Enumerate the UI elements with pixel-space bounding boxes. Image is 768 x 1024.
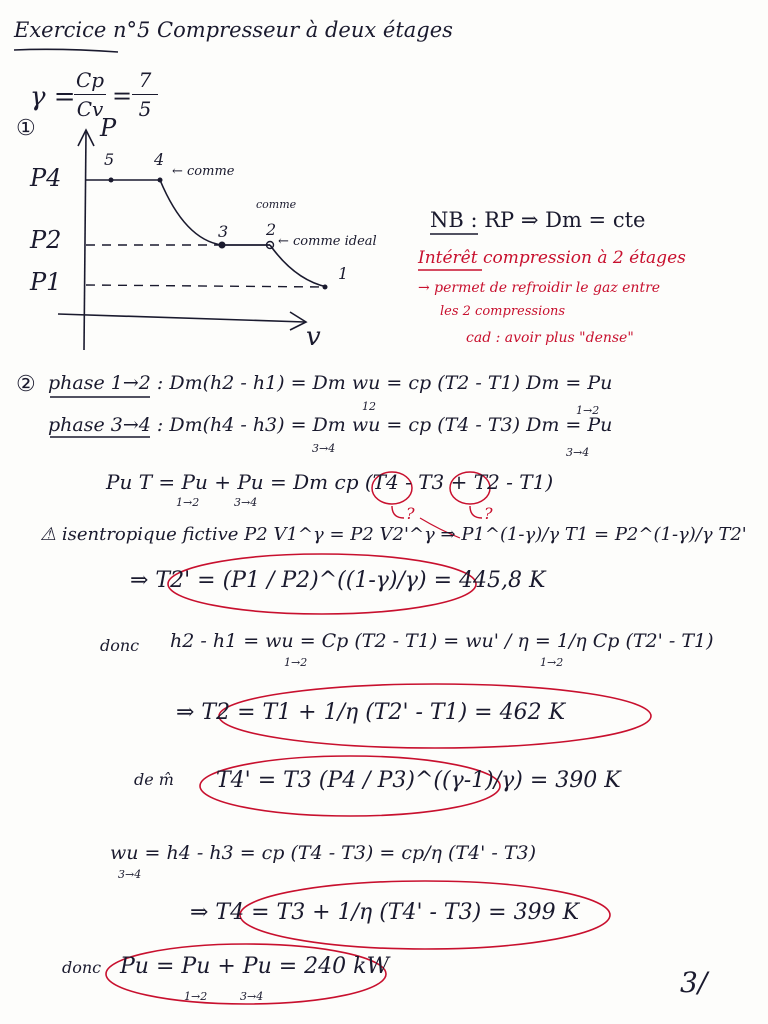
p-axis-label: P: [100, 114, 117, 142]
curve-4-3: [160, 180, 222, 245]
wu34-sub: 3→4: [118, 868, 142, 881]
p1-label: P1: [30, 268, 62, 296]
gamma-den: Cv: [76, 97, 104, 121]
page-title: Exercice n°5 Compresseur à deux étages: [14, 18, 453, 42]
comme-label: ← comme: [172, 164, 235, 179]
t2-result: ⇒ T2 = T1 + 1/η (T2' - T1) = 462 K: [176, 700, 566, 725]
gamma-val-den: 5: [138, 97, 152, 121]
gamma-lhs: γ =: [30, 82, 76, 112]
part1-marker: ①: [16, 116, 36, 141]
phase12-sub-2: 1→2: [576, 404, 600, 417]
gamma-eq: =: [112, 82, 133, 110]
part2-marker: ②: [16, 372, 36, 397]
phase34-equation: phase 3→4 : Dm(h4 - h3) = Dm wu = cp (T4 - T3) Dm = Pu: [48, 414, 613, 436]
title-underline: [14, 49, 118, 52]
de-meme: de m̂: [134, 770, 174, 789]
question-mark-1: ?: [406, 504, 415, 523]
arrow-t4: [392, 506, 404, 518]
point-5-label: 5: [104, 150, 115, 169]
point-1-label: 1: [338, 264, 349, 283]
pu-total-sub-2: 3→4: [234, 496, 258, 509]
p-axis-line: [84, 132, 86, 350]
v-axis-label: v: [306, 322, 321, 352]
point-4: [158, 178, 163, 183]
pu-final-sub-1: 1→2: [184, 990, 208, 1003]
gamma-value: [132, 68, 158, 121]
isentropic-equation: ⚠ isentropique fictive P2 V1^γ = P2 V2'^γ ⇒ P1^(1-γ)/γ T1 = P2^(1-γ)/γ T2': [40, 524, 747, 545]
t4prime-result: T4' = T3 (P4 / P3)^((γ-1)/γ) = 390 K: [216, 768, 621, 793]
h2h1-sub-1: 1→2: [284, 656, 308, 669]
question-mark-2: ?: [484, 504, 493, 523]
t2prime-result: ⇒ T2' = (P1 / P2)^((1-γ)/γ) = 445,8 K: [130, 568, 546, 593]
donc-1: donc: [100, 636, 140, 655]
point-4-label: 4: [154, 150, 165, 169]
pu-final-result: Pu = Pu + Pu = 240 kW: [120, 954, 390, 979]
p1-dashed: [86, 285, 325, 287]
wu34-equation: wu = h4 - h3 = cp (T4 - T3) = cp/η (T4' - T3): [110, 842, 537, 864]
t4-result: ⇒ T4 = T3 + 1/η (T4' - T3) = 399 K: [190, 900, 580, 925]
phase34-sub-2: 3→4: [566, 446, 590, 459]
red-note-2: → permet de refroidir le gaz entre: [418, 280, 661, 296]
gamma-val-num: 7: [138, 68, 152, 92]
h2h1-equation: h2 - h1 = wu = Cp (T2 - T1) = wu' / η = 1/η Cp (T2' - T1): [170, 630, 714, 652]
pu-total-sub-1: 1→2: [176, 496, 200, 509]
point-2-label: 2: [266, 220, 277, 239]
pu-total-equation: Pu T = Pu + Pu = Dm cp (T4 - T3 + T2 - T1): [106, 470, 554, 494]
comme-ideal-label: ← comme ideal: [278, 234, 377, 249]
point-3-label: 3: [218, 222, 229, 241]
phase12-sub-1: 12: [362, 400, 376, 413]
gamma-num: Cp: [75, 68, 105, 92]
red-note-1: Intérêt compression à 2 étages: [418, 248, 686, 268]
page-number: 3/: [680, 966, 708, 999]
point-1: [323, 285, 328, 290]
phase12-equation: phase 1→2 : Dm(h2 - h1) = Dm wu = cp (T2 - T1) Dm = Pu: [48, 372, 613, 394]
donc-2: donc: [62, 958, 102, 977]
comme-upper-label: comme: [256, 198, 297, 211]
red-note-3: les 2 compressions: [440, 304, 566, 319]
phase34-sub-1: 3→4: [312, 442, 336, 455]
p2-label: P2: [30, 226, 62, 254]
pu-final-sub-2: 3→4: [240, 990, 264, 1003]
arrow-t2: [470, 506, 482, 518]
point-5: [109, 178, 114, 183]
curve-2-1: [270, 245, 327, 287]
nb-note: NB : RP ⇒ Dm = cte: [430, 208, 646, 232]
point-3: [219, 242, 226, 249]
p4-label: P4: [30, 164, 62, 192]
v-axis-line: [58, 314, 305, 322]
red-note-4: cad : avoir plus "dense": [466, 330, 634, 346]
h2h1-sub-2: 1→2: [540, 656, 564, 669]
